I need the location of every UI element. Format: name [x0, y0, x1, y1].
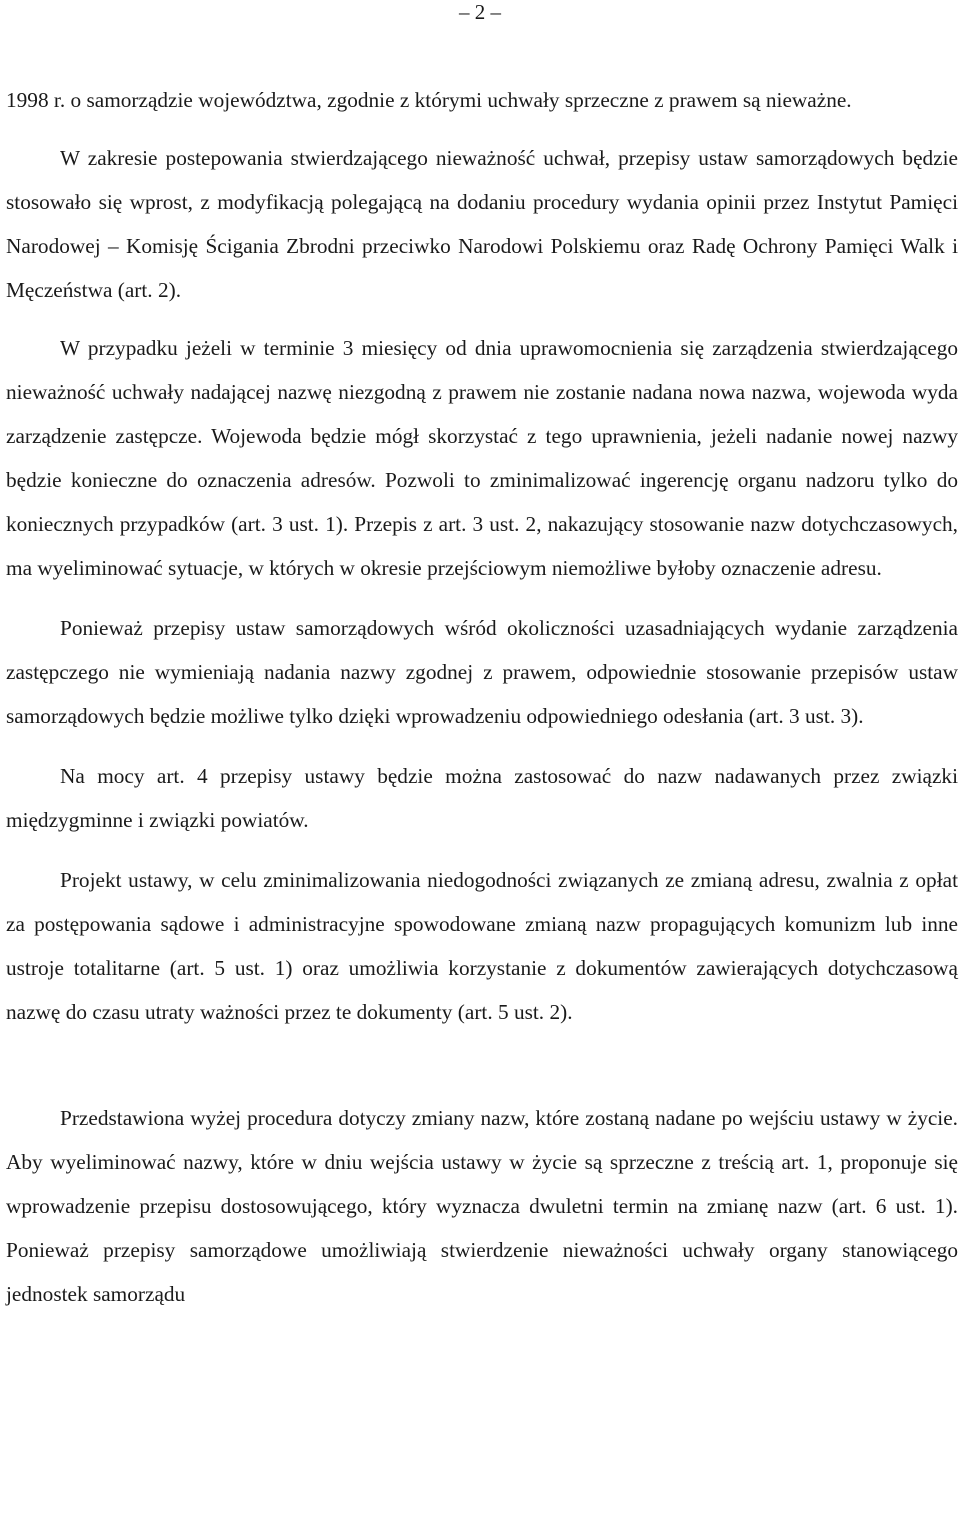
document-body [6, 78, 958, 1316]
paragraph-substitute-order: W przypadku jeżeli w terminie 3 miesięcy od dnia uprawomocnienia się zarządzenia stwierdzającego nieważność uchwały nadającej nazwę niezgodną z prawem nie zostanie nadana nowa nazwa, wojewoda wyda zarządzenie zastępcze. Wojewoda będzie mógł skorzystać z tego uprawnienia, jeżeli nadanie nowej nazwy będzie konieczne do oznaczenia adresów. Pozwoli to zminimalizować ingerencję organu nadzoru tylko do koniecznych przypadków (art. 3 ust. 1). Przepis z art. 3 ust. 2, nakazujący stosowanie nazw dotychczasowych, ma wyeliminować sytuacje, w których w okresie przejściowym niemożliwe byłoby oznaczenie adresu. [6, 336, 958, 580]
paragraph-nullity-procedure: W zakresie postepowania stwierdzającego nieważność uchwał, przepisy ustaw samorządowych będzie stosowało się wprost, z modyfikacją polegającą na dodaniu procedury wydania opinii przez Instytut Pamięci Narodowej – Komisję Ścigania Zbrodni przeciwko Narodowi Polskiemu oraz Radę Ochrony Pamięci Walk i Męczeństwa (art. 2). [6, 146, 958, 302]
paragraph-reference-provision: Ponieważ przepisy ustaw samorządowych wśród okoliczności uzasadniających wydanie zarządzenia zastępczego nie wymieniają nadania nazwy zgodnej z prawem, odpowiednie stosowanie przepisów ustaw samorządowych będzie możliwe tylko dzięki wprowadzeniu odpowiedniego odesłania (art. 3 ust. 3). [6, 616, 958, 728]
page-number: – 2 – [459, 0, 501, 24]
paragraph-transitional-provision: Przedstawiona wyżej procedura dotyczy zmiany nazw, które zostaną nadane po wejściu ustawy w życie. Aby wyeliminować nazwy, które w dniu wejścia ustawy w życie są sprzeczne z treścią art. 1, proponuje się wprowadzenie przepisu dostosowującego, który wyznacza dwuletni termin na zmianę nazw (art. 6 ust. 1). Ponieważ przepisy samorządowe umożliwiają stwierdzenie nieważności uchwały organy stanowiącego jednostek samorządu [6, 1106, 958, 1306]
paragraph-municipal-unions: Na mocy art. 4 przepisy ustawy będzie można zastosować do nazw nadawanych przez związki międzygminne i związki powiatów. [6, 764, 958, 832]
paragraph-continuation: 1998 r. o samorządzie województwa, zgodnie z którymi uchwały sprzeczne z prawem są nieważne. [6, 88, 852, 112]
paragraph-fee-exemption: Projekt ustawy, w celu zminimalizowania niedogodności związanych ze zmianą adresu, zwalnia z opłat za postępowania sądowe i administracyjne spowodowane zmianą nazw propagujących komunizm lub inne ustroje totalitarne (art. 5 ust. 1) oraz umożliwia korzystanie z dokumentów zawierających dotychczasową nazwę do czasu utraty ważności przez te dokumenty (art. 5 ust. 2). [6, 868, 958, 1024]
